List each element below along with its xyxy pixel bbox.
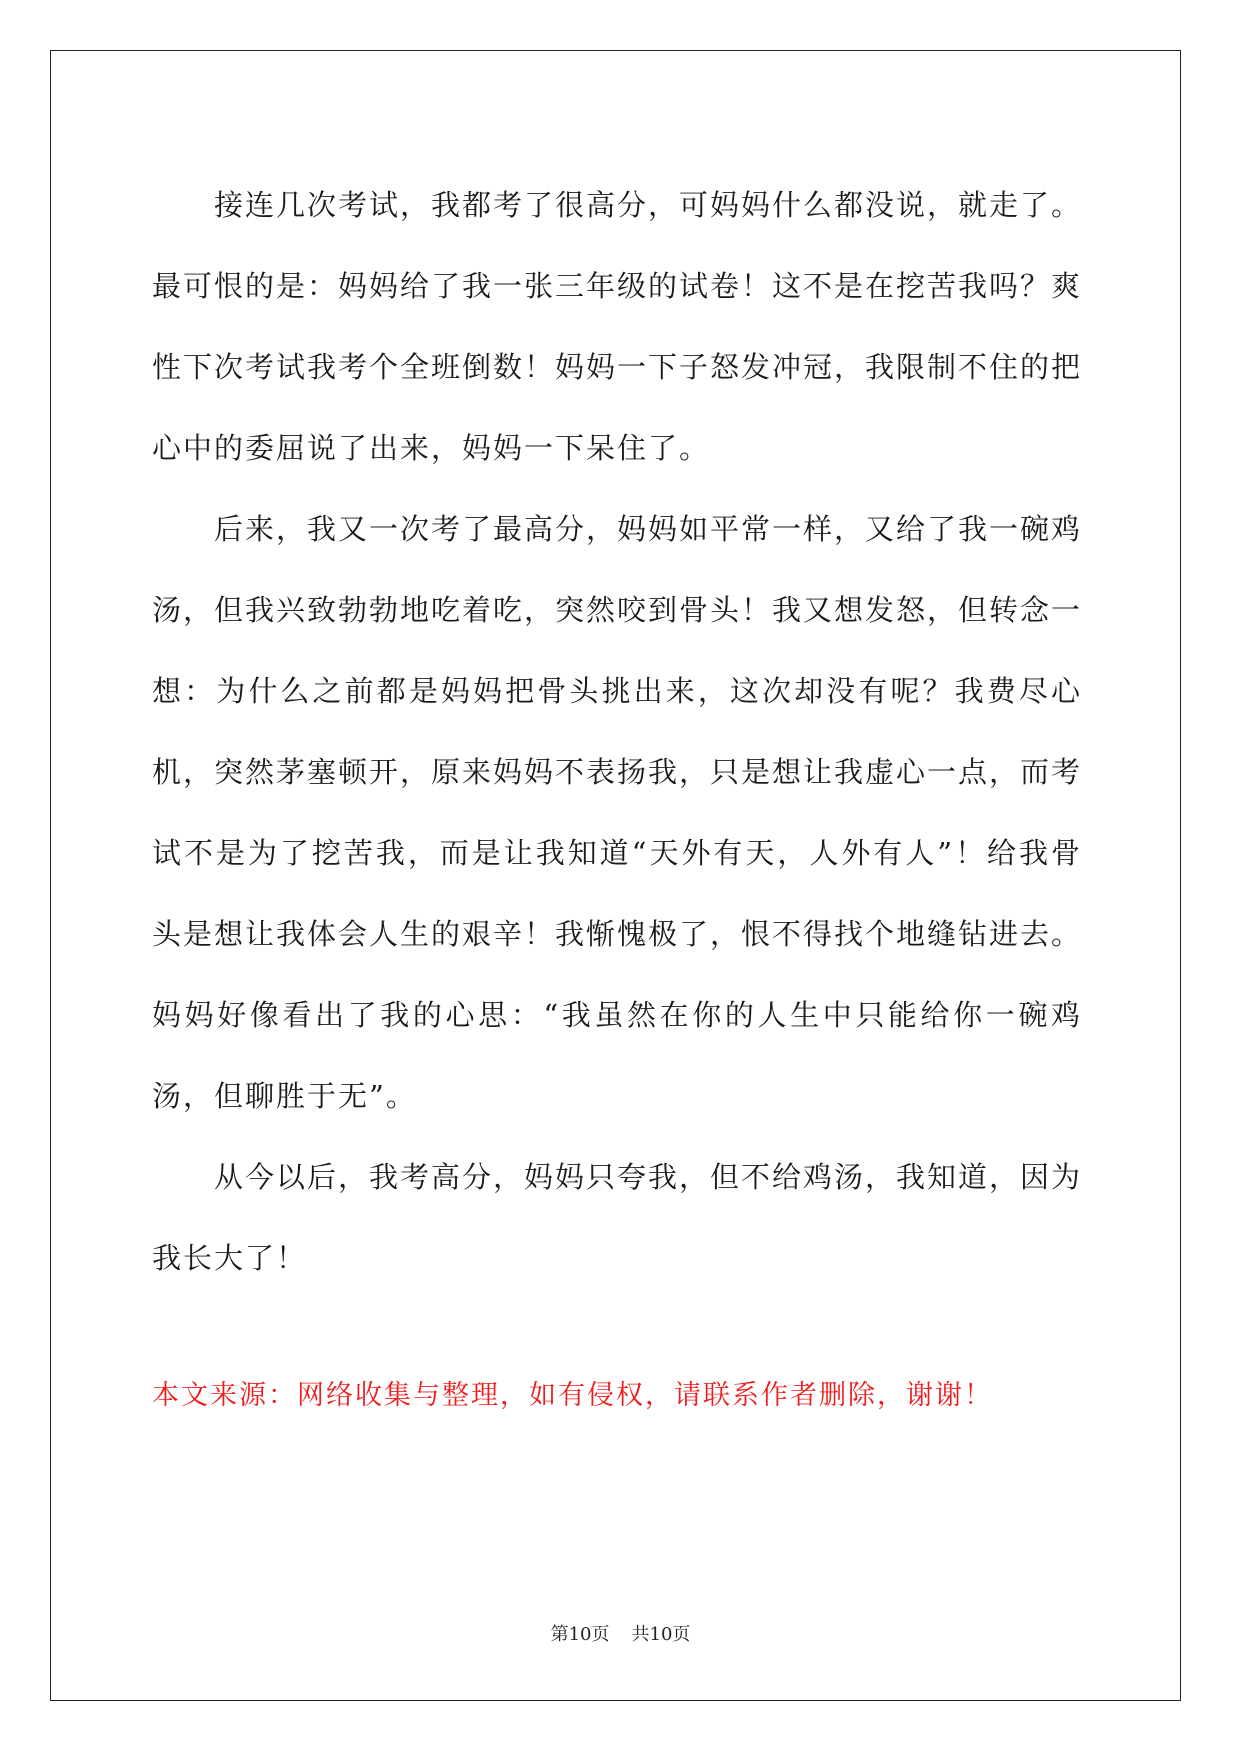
- page-footer: [0, 1620, 1241, 1646]
- source-disclaimer: 本文来源：网络收集与整理，如有侵权，请联系作者删除，谢谢！: [152, 1380, 993, 1411]
- paragraph-1: 接连几次考试，我都考了很高分，可妈妈什么都没说，就走了。最可恨的是：妈妈给了我一张三年级的试卷！这不是在挖苦我吗？爽性下次考试我考个全班倒数！妈妈一下子怒发冲冠，我限制不住的把心中的委屈说了出来，妈妈一下呆住了。: [152, 188, 1083, 465]
- page-number: 第10页: [550, 1624, 610, 1645]
- page-total: 共10页: [631, 1624, 691, 1645]
- paragraph-2: 后来，我又一次考了最高分，妈妈如平常一样，又给了我一碗鸡汤，但我兴致勃勃地吃着吃，突然咬到骨头！我又想发怒，但转念一想：为什么之前都是妈妈把骨头挑出来，这次却没有呢？我费尽心机，突然茅塞顿开，原来妈妈不表扬我，只是想让我虚心一点，而考试不是为了挖苦我，而是让我知道“天外有天，人外有人”！给我骨头是想让我体会人生的艰辛！我惭愧极了，恨不得找个地缝钻进去。妈妈好像看出了我的心思：“我虽然在你的人生中只能给你一碗鸡汤，但聊胜于无”。: [152, 512, 1083, 1113]
- paragraph-3: 从今以后，我考高分，妈妈只夸我，但不给鸡汤，我知道，因为我长大了！: [152, 1160, 1083, 1275]
- document-body: [152, 165, 1082, 1299]
